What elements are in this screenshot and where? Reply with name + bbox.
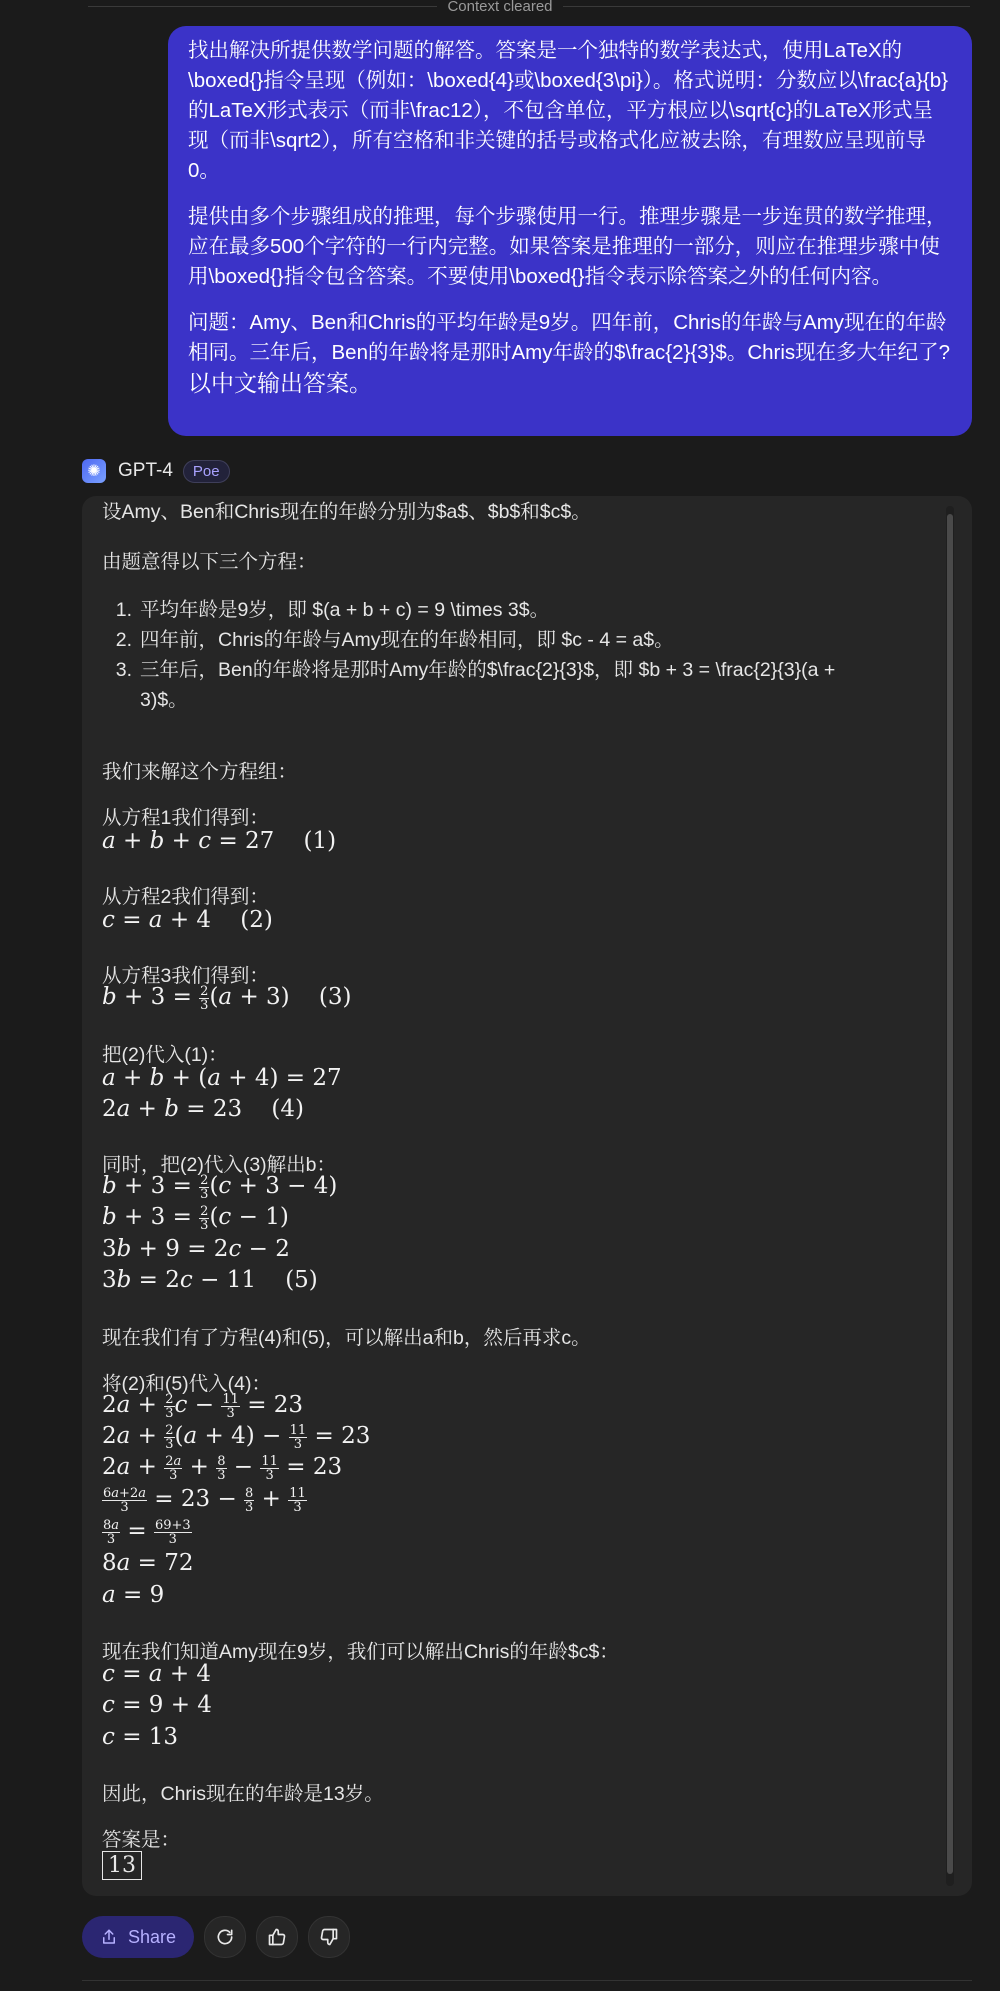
list-item: 2. 四年前，Chris的年龄与Amy现在的年龄相同，即 $c - 4 = a$。 [115,629,674,651]
action-bar [82,1915,350,1959]
user-message-paragraph: 以中文输出答案。 [188,370,372,396]
dislike-button[interactable] [308,1916,350,1958]
boxed-answer: 13 [102,1851,142,1880]
list-item: 3. 三年后，Ben的年龄将是那时Amy年龄的$\frac{2}{3}$，即 $b + 3 = \frac{2}{3}(a + [115,659,836,681]
equation: c = a + 4 [102,1661,212,1687]
bot-header [82,456,230,486]
thumbs-down-icon [319,1927,339,1947]
share-label: Share [127,1926,177,1947]
equation: a + b + c = 27 (1) [102,828,337,854]
answer-line: 答案是： [102,1829,181,1851]
answer-line: 现在我们知道Amy现在9岁，我们可以解出Chris的年龄$c$： [102,1641,619,1663]
answer-line: 从方程3我们得到： [102,965,269,987]
share-button[interactable] [82,1916,194,1958]
equation: a + b + (a + 4) = 27 [102,1065,342,1091]
bot-name: GPT-4 [118,460,173,481]
scrollbar-thumb[interactable] [947,514,953,1874]
list-item: 1. 平均年龄是9岁，即 $(a + b + c) = 9 \times 3$。 [115,599,550,621]
answer-line: 从方程1我们得到： [102,807,269,829]
answer-line: 设Amy、Ben和Chris现在的年龄分别为$a$、$b$和$c$。 [102,501,591,523]
user-message-bubble [168,26,972,436]
user-message-paragraph: 找出解决所提供数学问题的解答。答案是一个独特的数学表达式，使用LaTeX的\boxed{}指令呈现（例如：\boxed{4}或\boxed{3\pi}）。格式说明：分数应以\frac{a}{b}的LaTeX形式表示（而非\frac12），不包含单位，平方根应以\sqrt{c}的LaTeX形式呈现（而非\sqrt2），所有空格和非关键的括号或格式化应被去除，有理数应呈现前导0。 [188,39,948,182]
equation: $\frac{6a+2a}{3}$ = 23 − $\frac{8}{3}$ + $\frac{11}{3}$ [103,1485,306,1515]
equation: c = 13 [102,1724,179,1750]
answer-line: 从方程2我们得到： [102,886,269,908]
equation: 2a + b = 23 (4) [102,1096,304,1122]
equation: $\frac{8a}{3}$ = $\frac{69+3}{3}$ [103,1517,191,1547]
equation: b + 3 = $\frac{2}{3}$ (c − 1) [102,1203,289,1233]
equation: 2a + $\frac{2a}{3}$ + $\frac{8}{3}$ − $\frac{11}{3}$ = 23 [102,1453,343,1483]
equation: 2a + $\frac{2}{3}$ (a + 4) − $\frac{11}{3}$ = 23 [102,1422,371,1452]
user-message-paragraph: 问题：Amy、Ben和Chris的平均年龄是9岁。四年前，Chris的年龄与Amy现在的年龄相同。三年后，Ben的年龄将是那时Amy年龄的$\frac{2}{3}$。Chris现在多大年纪了? [188,311,951,364]
openai-logo-icon: ✺ [82,459,106,483]
equation: 8a = 72 [102,1550,194,1576]
answer-line: 同时，把(2)代入(3)解出b： [102,1154,337,1176]
share-icon [100,1928,118,1946]
retry-button[interactable] [204,1916,246,1958]
answer-line: 将(2)和(5)代入(4)： [102,1373,271,1395]
equation: b + 3 = $\frac{2}{3}$ (c + 3 − 4) [102,1172,338,1202]
answer-line: 现在我们有了方程(4)和(5)，可以解出a和b，然后再求c。 [102,1327,591,1349]
equation: c = a + 4 (2) [102,907,273,933]
equation: 3b = 2c − 11 (5) [102,1267,318,1293]
poe-badge[interactable]: Poe [183,460,230,483]
equation: a = 9 [102,1582,165,1608]
answer-card [82,496,972,1896]
context-cleared-label: Context cleared [0,0,1000,15]
equation: c = 9 + 4 [102,1692,212,1718]
answer-line: 由题意得以下三个方程： [102,551,317,573]
answer-line: 因此，Chris现在的年龄是13岁。 [102,1783,384,1805]
refresh-icon [215,1927,235,1947]
equation: b + 3 = $\frac{2}{3}$ (a + 3) (3) [102,983,352,1013]
like-button[interactable] [256,1916,298,1958]
equation: 2a + $\frac{2}{3}$ c − $\frac{11}{3}$ = 23 [102,1391,304,1421]
bottom-divider [82,1980,972,1981]
equation: 3b + 9 = 2c − 2 [102,1236,290,1262]
user-message-paragraph: 提供由多个步骤组成的推理，每个步骤使用一行。推理步骤是一步连贯的数学推理，应在最多500个字符的一行内完整。如果答案是推理的一部分，则应在推理步骤中使用\boxed{}指令包含答案。不要使用\boxed{}指令表示除答案之外的任何内容。 [188,205,947,288]
scrollbar[interactable] [946,506,954,1886]
answer-line: 把(2)代入(1)： [102,1044,228,1066]
thumbs-up-icon [267,1927,287,1947]
list-item: 3)$。 [140,689,188,711]
answer-line: 我们来解这个方程组： [102,761,298,783]
